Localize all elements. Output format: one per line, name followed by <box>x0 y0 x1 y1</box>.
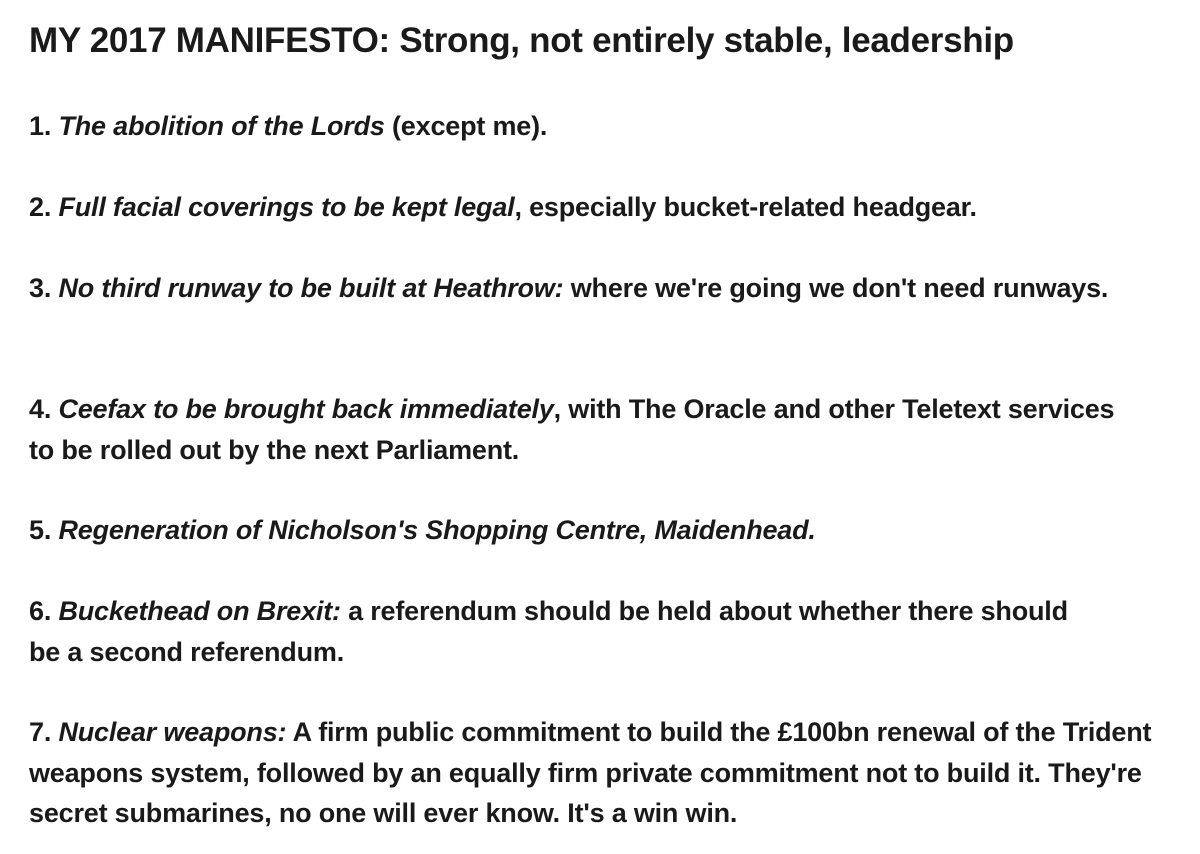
item-heading: No third runway to be built at Heathrow: <box>58 273 564 303</box>
item-number: 1. <box>29 111 52 141</box>
item-heading: The abolition of the Lords <box>58 111 385 141</box>
item-text: a referendum should be held about whether there should be a second referendum. <box>29 596 1068 667</box>
item-number: 4. <box>29 394 52 424</box>
manifesto-title: MY 2017 MANIFESTO: Strong, not entirely stable, leadership <box>29 21 1014 60</box>
item-heading: Full facial coverings to be kept legal <box>58 192 515 222</box>
manifesto-item-4 <box>29 389 1139 470</box>
item-heading: Nuclear weapons: <box>58 717 287 747</box>
item-number: 2. <box>29 192 52 222</box>
item-number: 5. <box>29 515 52 545</box>
manifesto-item-3 <box>29 268 1119 309</box>
item-heading: Regeneration of Nicholson's Shopping Centre, Maidenhead. <box>58 515 816 545</box>
item-text: (except me). <box>384 111 548 141</box>
manifesto-item-1 <box>29 106 547 147</box>
manifesto-item-5 <box>29 510 816 551</box>
item-number: 6. <box>29 596 52 626</box>
item-text: A firm public commitment to build the £100bn renewal of the Trident weapons system, followed by an equally firm private commitment not to build it. They're secret submarines, no one will ever know. It's a win win. <box>29 717 1152 828</box>
item-text: , especially bucket-related headgear. <box>514 192 977 222</box>
item-text: , with The Oracle and other Teletext services to be rolled out by the next Parliament. <box>29 394 1115 465</box>
manifesto-document <box>29 18 1189 828</box>
item-text: where we're going we don't need runways. <box>563 273 1109 303</box>
item-heading: Ceefax to be brought back immediately <box>58 394 554 424</box>
item-number: 7. <box>29 717 52 747</box>
item-number: 3. <box>29 273 52 303</box>
manifesto-item-2 <box>29 187 977 228</box>
manifesto-item-6 <box>29 591 1099 672</box>
manifesto-item-7 <box>29 712 1189 834</box>
item-heading: Buckethead on Brexit: <box>58 596 341 626</box>
